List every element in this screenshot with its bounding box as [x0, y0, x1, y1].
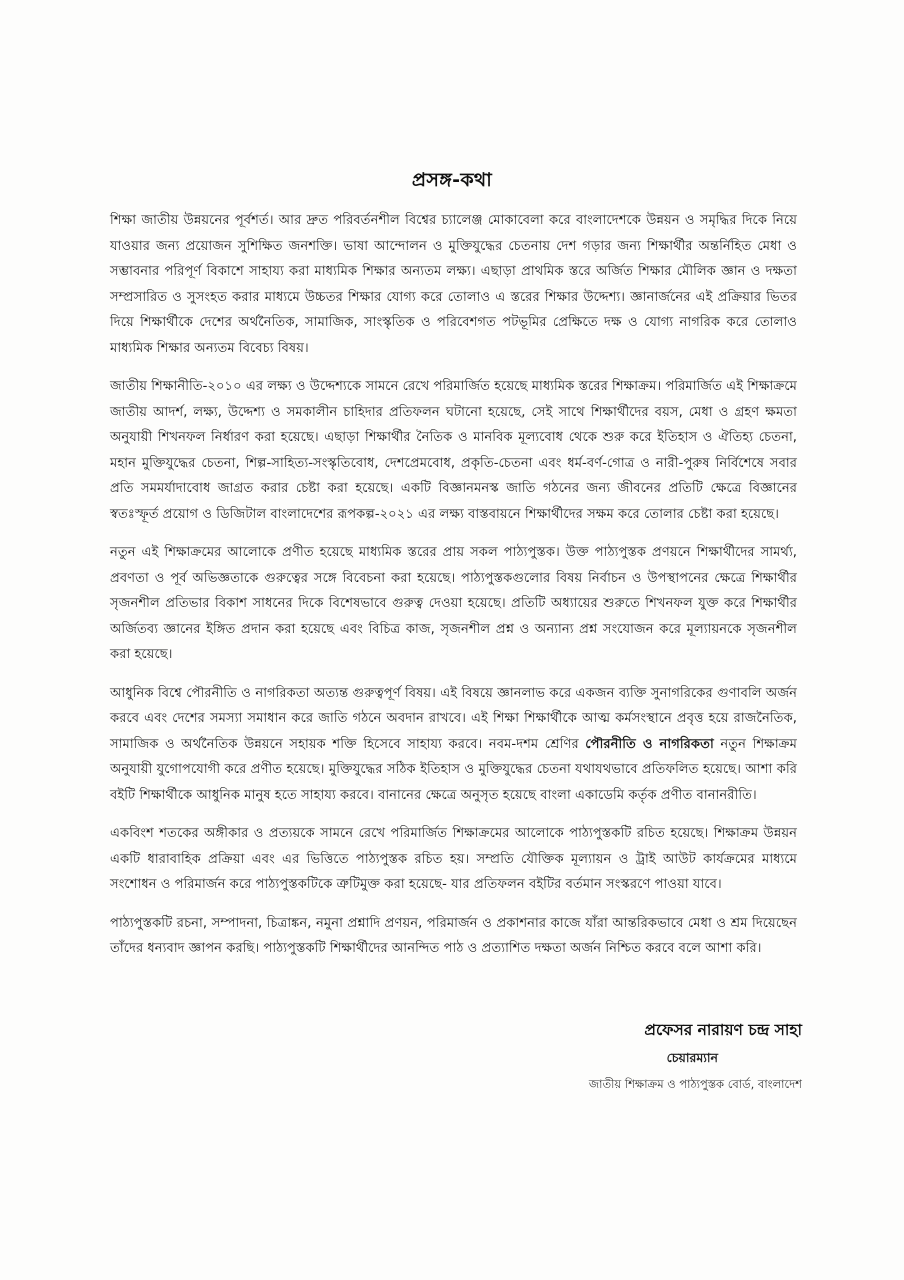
- document-body: [110, 208, 797, 975]
- paragraph-6: পাঠ্যপুস্তকটি রচনা, সম্পাদনা, চিত্রাঙ্কন, নমুনা প্রশ্নাদি প্রণয়ন, পরিমার্জন ও প্রকাশনার কাজে যাঁরা আন্তরিকভাবে মেধা ও শ্রম দিয়েছেন তাঁদের ধন্যবাদ জ্ঞাপন করছি। পাঠ্যপুস্তকটি শিক্ষার্থীদের আনন্দিত পাঠ ও প্রত্যাশিত দক্ষতা অর্জন নিশ্চিত করবে বলে আশা করি।: [110, 915, 797, 956]
- paragraph-4-bold-term: পৌরনীতি ও নাগরিকতা: [585, 736, 714, 752]
- paragraph-4-text-end: নতুন শিক্ষাক্রম অনুযায়ী যুগোপযোগী করে প্রণীত হয়েছে। মুক্তিযুদ্ধের সঠিক ইতিহাস ও মুক্তিযুদ্ধের চেতনা যথাযথভাবে প্রতিফলিত হয়েছে। আশা করি বইটি শিক্ষার্থীকে আধুনিক মানুষ হতে সাহায্য করবে। বানানের ক্ষেত্রে অনুসৃত হয়েছে বাংলা একাডেমি কর্তৃক প্রণীত বানানরীতি।: [110, 736, 797, 803]
- signatory-name: প্রফেসর নারায়ণ চন্দ্র সাহা: [644, 1021, 802, 1039]
- paragraph-1: শিক্ষা জাতীয় উন্নয়নের পূর্বশর্ত। আর দ্রুত পরিবর্তনশীল বিশ্বের চ্যালেঞ্জ মোকাবেলা করে বাংলাদেশকে উন্নয়ন ও সমৃদ্ধির দিকে নিয়ে যাওয়ার জন্য প্রয়োজন সুশিক্ষিত জনশক্তি। ভাষা আন্দোলন ও মুক্তিযুদ্ধের চেতনায় দেশ গড়ার জন্য শিক্ষার্থীর অন্তর্নিহিত মেধা ও সম্ভাবনার পরিপূর্ণ বিকাশে সাহায্য করা মাধ্যমিক শিক্ষার অন্যতম লক্ষ্য। এছাড়া প্রাথমিক স্তরে অর্জিত শিক্ষার মৌলিক জ্ঞান ও দক্ষতা সম্প্রসারিত ও সুসংহত করার মাধ্যমে উচ্চতর শিক্ষার যোগ্য করে তোলাও এ স্তরের শিক্ষার উদ্দেশ্য। জ্ঞানার্জনের এই প্রক্রিয়ার ভিতর দিয়ে শিক্ষার্থীকে দেশের অর্থনৈতিক, সামাজিক, সাংস্কৃতিক ও পরিবেশগত পটভূমির প্রেক্ষিতে দক্ষ ও যোগ্য নাগরিক করে তোলাও মাধ্যমিক শিক্ষার অন্যতম বিবেচ্য বিষয়।: [110, 213, 797, 356]
- paragraph-2: জাতীয় শিক্ষানীতি-২০১০ এর লক্ষ্য ও উদ্দেশ্যকে সামনে রেখে পরিমার্জিত হয়েছে মাধ্যমিক স্তরের শিক্ষাক্রম। পরিমার্জিত এই শিক্ষাক্রমে জাতীয় আদর্শ, লক্ষ্য, উদ্দেশ্য ও সমকালীন চাহিদার প্রতিফলন ঘটানো হয়েছে, সেই সাথে শিক্ষার্থীদের বয়স, মেধা ও গ্রহণ ক্ষমতা অনুযায়ী শিখনফল নির্ধারণ করা হয়েছে। এছাড়া শিক্ষার্থীর নৈতিক ও মানবিক মূল্যবোধ থেকে শুরু করে ইতিহাস ও ঐতিহ্য চেতনা, মহান মুক্তিযুদ্ধের চেতনা, শিল্প-সাহিত্য-সংস্কৃতিবোধ, দেশপ্রেমবোধ, প্রকৃতি-চেতনা এবং ধর্ম-বর্ণ-গোত্র ও নারী-পুরুষ নির্বিশেষে সবার প্রতি সমমর্যাদাবোধ জাগ্রত করার চেষ্টা করা হয়েছে। একটি বিজ্ঞানমনস্ক জাতি গঠনের জন্য জীবনের প্রতিটি ক্ষেত্রে বিজ্ঞানের স্বতঃস্ফূর্ত প্রয়োগ ও ডিজিটাল বাংলাদেশের রূপকল্প-২০২১ এর লক্ষ্য বাস্তবায়নে শিক্ষার্থীদের সক্ষম করে তোলার চেষ্টা করা হয়েছে।: [110, 379, 797, 522]
- paragraph-4-text-start: আধুনিক বিশ্বে পৌরনীতি ও নাগরিকতা অত্যন্ত গুরুত্বপূর্ণ বিষয়। এই বিষয়ে জ্ঞানলাভ করে একজন ব্যক্তি সুনাগরিকের গুণাবলি অর্জন করবে এবং দেশের সমস্যা সমাধান করে জাতি গঠনে অবদান রাখবে। এই শিক্ষা শিক্ষার্থীকে আত্ম কর্মসংস্থানে প্রবৃত্ত হয়ে রাজনৈতিক, সামাজিক ও অর্থনৈতিক উন্নয়নে সহায়ক শক্তি হিসেবে সাহায্য করবে। নবম-দশম শ্রেণির: [110, 685, 797, 752]
- paragraph-5: একবিংশ শতকের অঙ্গীকার ও প্রত্যয়কে সামনে রেখে পরিমার্জিত শিক্ষাক্রমের আলোকে পাঠ্যপুস্তকটি রচিত হয়েছে। শিক্ষাক্রম উন্নয়ন একটি ধারাবাহিক প্রক্রিয়া এবং এর ভিত্তিতে পাঠ্যপুস্তক রচিত হয়। সম্প্রতি যৌক্তিক মূল্যায়ন ও ট্রাই আউট কার্যক্রমের মাধ্যমে সংশোধন ও পরিমার্জন করে পাঠ্যপুস্তকটিকে ত্রুটিমুক্ত করা হয়েছে- যার প্রতিফলন বইটির বর্তমান সংস্করণে পাওয়া যাবে।: [110, 826, 797, 892]
- paragraph-4: [110, 681, 797, 809]
- page-title: প্রসঙ্গ-কথা: [411, 169, 493, 191]
- signatory-role: চেয়ারম্যান: [666, 1050, 718, 1065]
- signatory-organization: জাতীয় শিক্ষাক্রম ও পাঠ্যপুস্তক বোর্ড, বাংলাদেশ: [588, 1077, 802, 1091]
- paragraph-3: নতুন এই শিক্ষাক্রমের আলোকে প্রণীত হয়েছে মাধ্যমিক স্তরের প্রায় সকল পাঠ্যপুস্তক। উক্ত পাঠ্যপুস্তক প্রণয়নে শিক্ষার্থীদের সামর্থ্য, প্রবণতা ও পূর্ব অভিজ্ঞতাকে গুরুত্বের সঙ্গে বিবেচনা করা হয়েছে। পাঠ্যপুস্তকগুলোর বিষয় নির্বাচন ও উপস্থাপনের ক্ষেত্রে শিক্ষার্থীর সৃজনশীল প্রতিভার বিকাশ সাধনের দিকে বিশেষভাবে গুরুত্ব দেওয়া হয়েছে। প্রতিটি অধ্যায়ের শুরুতে শিখনফল যুক্ত করে শিক্ষার্থীর অর্জিতব্য জ্ঞানের ইঙ্গিত প্রদান করা হয়েছে এবং বিচিত্র কাজ, সৃজনশীল প্রশ্ন ও অন্যান্য প্রশ্ন সংযোজন করে মূল্যায়নকে সৃজনশীল করা হয়েছে।: [110, 545, 797, 662]
